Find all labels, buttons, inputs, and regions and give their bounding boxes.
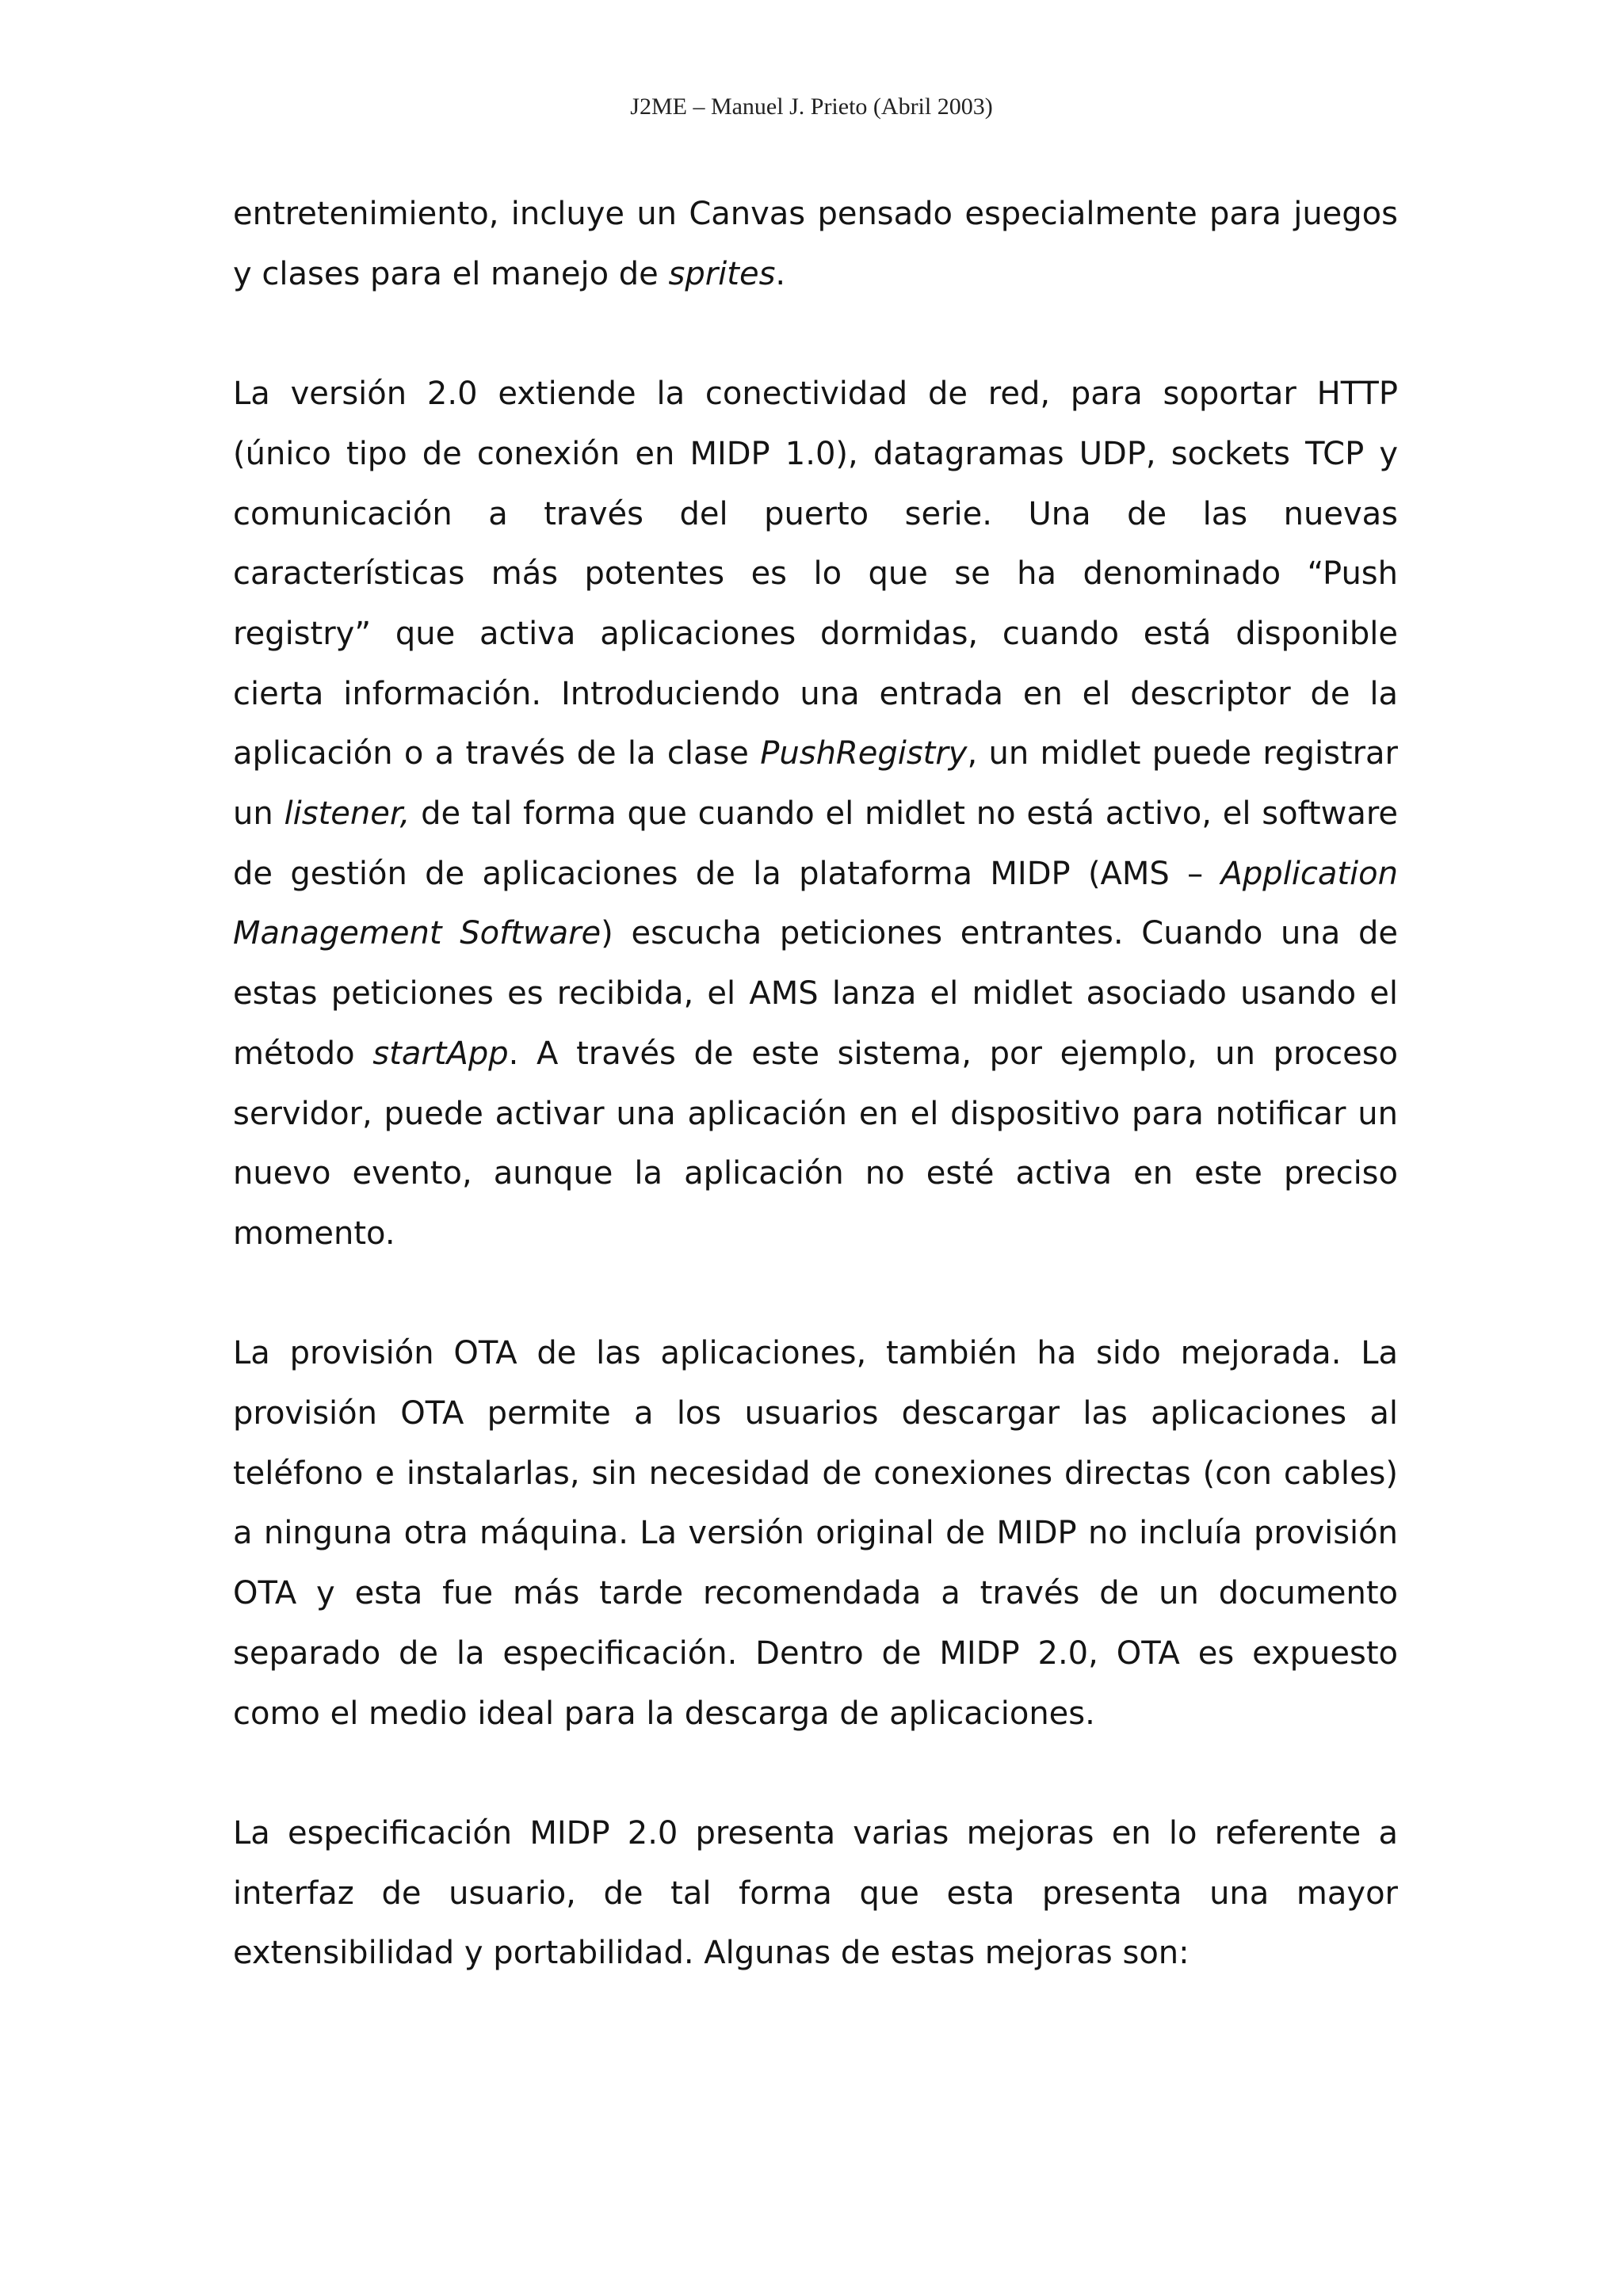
text-segment: La especificación MIDP 2.0 presenta varias mejoras en lo referente a interfaz de usuario, de tal forma que esta presenta una mayor extensibilidad y portabilidad. Algunas de estas mejoras son:	[233, 1814, 1398, 1972]
running-header: J2ME – Manuel J. Prieto (Abril 2003)	[630, 93, 993, 120]
paragraph-3	[233, 1324, 1398, 1744]
text-segment: .	[775, 255, 786, 292]
text-segment: . A través de este sistema, por ejemplo, un proceso servidor, puede activar una aplicación en el dispositivo para notificar un nuevo evento, aunque la aplicación no esté activa en este preciso momento.	[233, 1035, 1399, 1252]
paragraph-1	[233, 185, 1398, 304]
text-segment: La versión 2.0 extiende la conectividad de red, para soportar HTTP (único tipo de conexión en MIDP 1.0), datagramas UDP, sockets TCP y comunicación a través del puerto serie. Una de las nuevas características más potentes es lo que se ha denominado “Push registry” que activa aplicaciones dormidas, cuando está disponible cierta información. Introduciendo una entrada en el descriptor de la aplicación o a través de la clase	[233, 376, 1398, 772]
text-segment: , un midlet puede registrar un	[233, 735, 1398, 833]
document-body	[233, 185, 1398, 2044]
text-segment-italic: Application Management Software	[233, 855, 1398, 952]
paragraph-4	[233, 1804, 1398, 1984]
text-segment-italic: startApp	[372, 1035, 509, 1072]
text-segment: La provisión OTA de las aplicaciones, también ha sido mejorada. La provisión OTA permite a los usuarios descargar las aplicaciones al teléfono e instalarlas, sin necesidad de conexiones directas (con cables) a ninguna otra máquina. La versión original de MIDP no incluía provisión OTA y esta fue más tarde recomendada a través de un documento separado de la especificación. Dentro de MIDP 2.0, OTA es expuesto como el medio ideal para la descarga de aplicaciones.	[233, 1335, 1398, 1732]
text-segment-italic: listener,	[284, 795, 411, 833]
text-segment: ) escucha peticiones entrantes. Cuando una de estas peticiones es recibida, el AMS lanza el midlet asociado usando el método	[233, 915, 1398, 1072]
paragraph-2	[233, 364, 1398, 1264]
text-segment: de tal forma que cuando el midlet no está activo, el software de gestión de aplicaciones de la plataforma MIDP (AMS –	[233, 795, 1399, 892]
text-segment: entretenimiento, incluye un Canvas pensado especialmente para juegos y clases para el manejo de	[233, 196, 1398, 292]
text-segment-italic: PushRegistry	[760, 735, 968, 772]
text-segment-italic: sprites	[668, 255, 776, 292]
